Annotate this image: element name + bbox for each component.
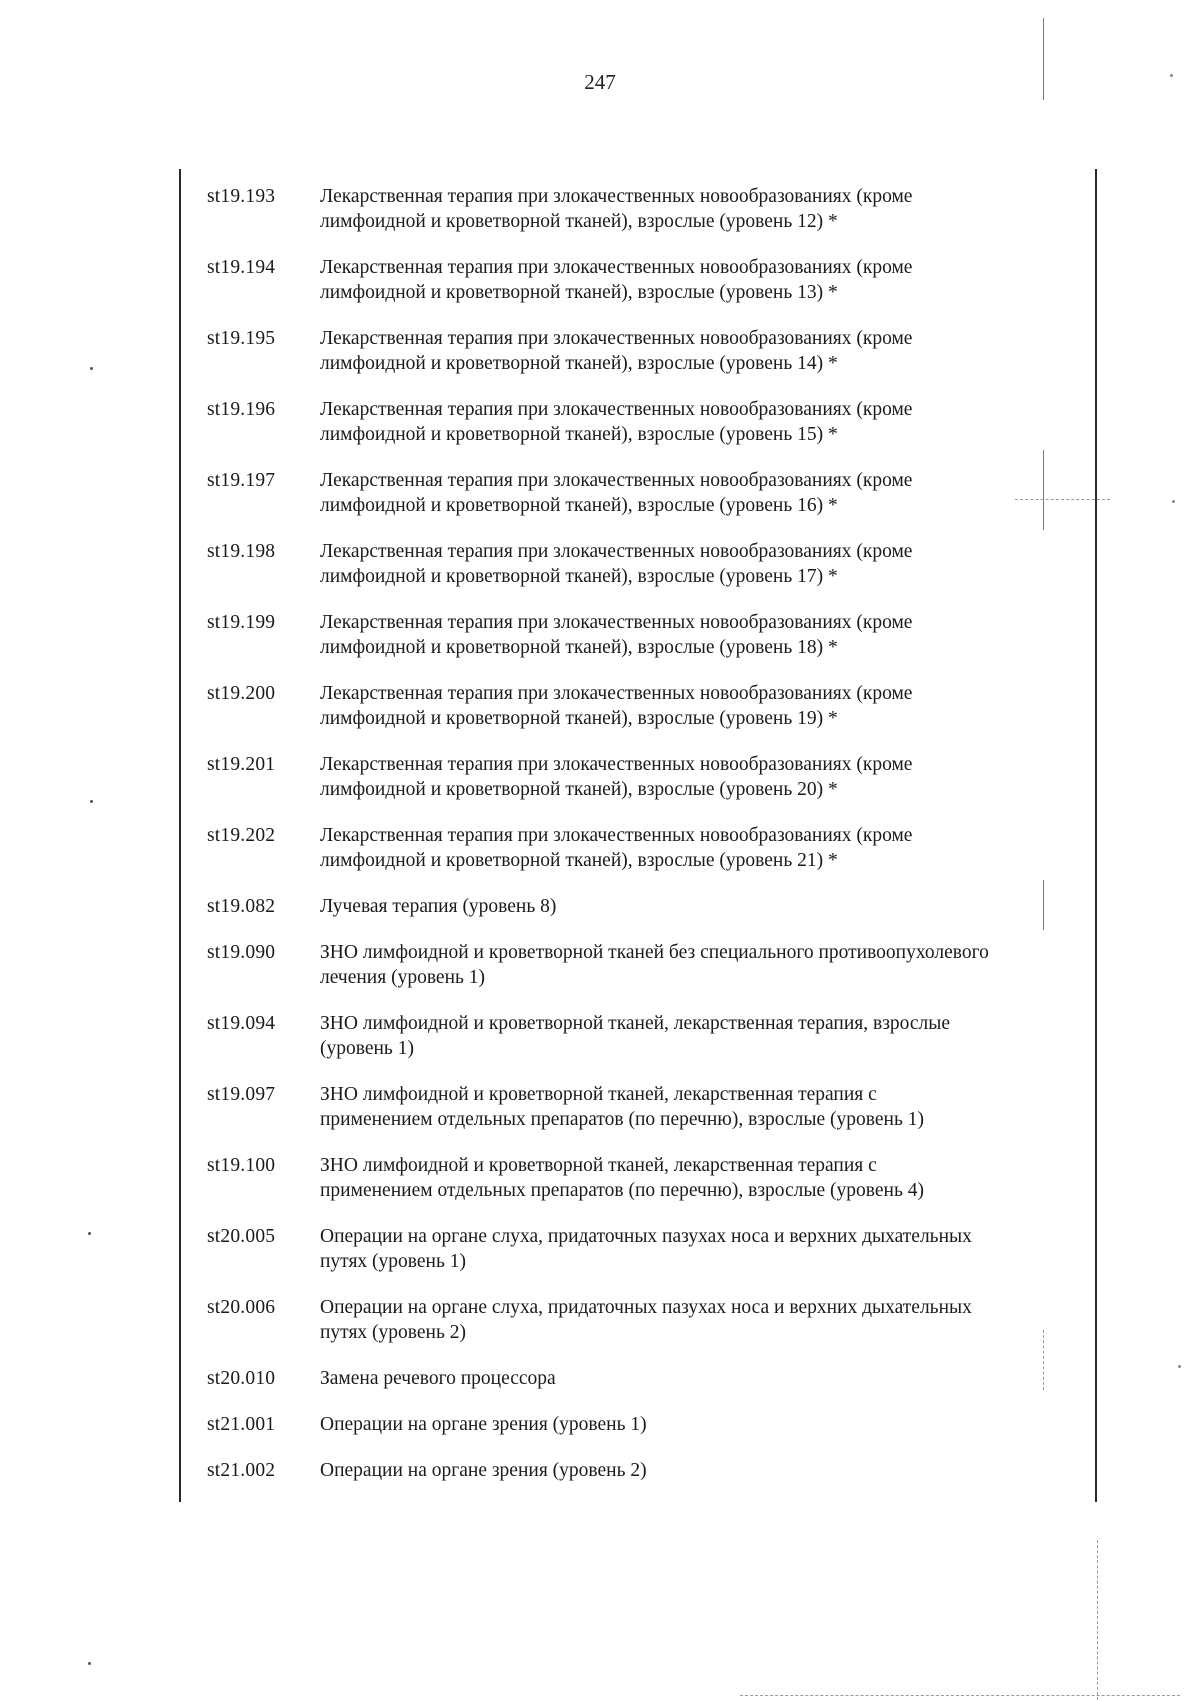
table-row bbox=[207, 1458, 1095, 1483]
row-description bbox=[320, 468, 1095, 518]
row-code: st20.006 bbox=[207, 1297, 276, 1318]
row-description-line: ЗНО лимфоидной и кроветворной тканей без специального противоопухолевого bbox=[320, 942, 989, 963]
row-description bbox=[320, 1082, 1095, 1132]
row-code: st19.090 bbox=[207, 942, 276, 963]
row-description-line: лимфоидной и кроветворной тканей), взрослые (уровень 19) * bbox=[320, 708, 838, 729]
row-description bbox=[320, 1224, 1095, 1274]
table-row bbox=[207, 539, 1095, 589]
table-row bbox=[207, 894, 1095, 919]
table-row bbox=[207, 823, 1095, 873]
row-description-line: Лекарственная терапия при злокачественных новообразованиях (кроме bbox=[320, 399, 913, 420]
row-description-line: Лекарственная терапия при злокачественных новообразованиях (кроме bbox=[320, 825, 913, 846]
row-description-line: Операции на органе зрения (уровень 2) bbox=[320, 1460, 647, 1481]
row-description-line: лимфоидной и кроветворной тканей), взрослые (уровень 12) * bbox=[320, 211, 838, 232]
scan-margin-line bbox=[1043, 1330, 1045, 1390]
row-description bbox=[320, 1153, 1095, 1203]
row-description bbox=[320, 894, 1095, 919]
row-description bbox=[320, 397, 1095, 447]
table-row bbox=[207, 397, 1095, 447]
row-code: st19.196 bbox=[207, 399, 276, 420]
row-description-line: ЗНО лимфоидной и кроветворной тканей, лекарственная терапия с bbox=[320, 1084, 877, 1105]
row-code: st19.201 bbox=[207, 754, 276, 775]
table-row bbox=[207, 468, 1095, 518]
row-description-line: лимфоидной и кроветворной тканей), взрослые (уровень 21) * bbox=[320, 850, 838, 871]
row-description-line: (уровень 1) bbox=[320, 1038, 414, 1059]
table-right-border bbox=[1095, 169, 1097, 1502]
row-code: st19.199 bbox=[207, 612, 276, 633]
row-code: st21.002 bbox=[207, 1460, 276, 1481]
row-description bbox=[320, 681, 1095, 731]
row-code: st19.082 bbox=[207, 896, 276, 917]
row-description-line: Замена речевого процессора bbox=[320, 1368, 556, 1389]
row-description-line: лимфоидной и кроветворной тканей), взрослые (уровень 20) * bbox=[320, 779, 838, 800]
row-description-line: Лекарственная терапия при злокачественных новообразованиях (кроме bbox=[320, 186, 913, 207]
row-code: st19.094 bbox=[207, 1013, 276, 1034]
table-row bbox=[207, 610, 1095, 660]
row-code: st19.198 bbox=[207, 541, 276, 562]
row-description-line: путях (уровень 2) bbox=[320, 1322, 466, 1343]
row-code: st19.097 bbox=[207, 1084, 276, 1105]
table-row bbox=[207, 255, 1095, 305]
row-description-line: лимфоидной и кроветворной тканей), взрослые (уровень 14) * bbox=[320, 353, 838, 374]
row-description bbox=[320, 1011, 1095, 1061]
row-description-line: Операции на органе зрения (уровень 1) bbox=[320, 1414, 647, 1435]
row-description bbox=[320, 1295, 1095, 1345]
row-description-line: применением отдельных препаратов (по перечню), взрослые (уровень 1) bbox=[320, 1109, 924, 1130]
row-description bbox=[320, 823, 1095, 873]
row-code: st19.195 bbox=[207, 328, 276, 349]
row-description-line: лечения (уровень 1) bbox=[320, 967, 486, 988]
row-description bbox=[320, 255, 1095, 305]
row-code: st20.010 bbox=[207, 1368, 276, 1389]
row-description-line: Лекарственная терапия при злокачественных новообразованиях (кроме bbox=[320, 328, 913, 349]
row-description-line: Лекарственная терапия при злокачественных новообразованиях (кроме bbox=[320, 612, 913, 633]
scan-speck bbox=[90, 800, 93, 803]
scan-speck bbox=[1170, 74, 1173, 77]
row-description bbox=[320, 940, 1095, 990]
row-description-line: Лекарственная терапия при злокачественных новообразованиях (кроме bbox=[320, 470, 913, 491]
row-code: st20.005 bbox=[207, 1226, 276, 1247]
row-description bbox=[320, 1366, 1095, 1391]
row-description bbox=[320, 752, 1095, 802]
table-row bbox=[207, 184, 1095, 234]
row-description-line: лимфоидной и кроветворной тканей), взрослые (уровень 13) * bbox=[320, 282, 838, 303]
row-description bbox=[320, 1412, 1095, 1437]
scan-margin-line bbox=[1043, 18, 1044, 100]
table-row bbox=[207, 681, 1095, 731]
row-code: st19.194 bbox=[207, 257, 276, 278]
row-code: st19.193 bbox=[207, 186, 276, 207]
row-description bbox=[320, 610, 1095, 660]
row-description-line: ЗНО лимфоидной и кроветворной тканей, лекарственная терапия с bbox=[320, 1155, 877, 1176]
row-description-line: Операции на органе слуха, придаточных пазухах носа и верхних дыхательных bbox=[320, 1297, 972, 1318]
scan-speck bbox=[88, 1232, 91, 1235]
row-description-line: Лекарственная терапия при злокачественных новообразованиях (кроме bbox=[320, 541, 913, 562]
table-row bbox=[207, 1011, 1095, 1061]
table-row bbox=[207, 1295, 1095, 1345]
row-description-line: лимфоидной и кроветворной тканей), взрослые (уровень 16) * bbox=[320, 495, 838, 516]
table-row bbox=[207, 1224, 1095, 1274]
table-row bbox=[207, 1082, 1095, 1132]
row-code: st19.200 bbox=[207, 683, 276, 704]
table-row bbox=[207, 1153, 1095, 1203]
row-description-line: лимфоидной и кроветворной тканей), взрослые (уровень 18) * bbox=[320, 637, 838, 658]
row-description-line: ЗНО лимфоидной и кроветворной тканей, лекарственная терапия, взрослые bbox=[320, 1013, 951, 1034]
row-description bbox=[320, 184, 1095, 234]
row-description bbox=[320, 1458, 1095, 1483]
scan-speck bbox=[90, 367, 93, 370]
row-code: st19.197 bbox=[207, 470, 276, 491]
table-row bbox=[207, 1412, 1095, 1437]
scan-margin-line bbox=[1043, 450, 1044, 530]
row-description-line: Лекарственная терапия при злокачественных новообразованиях (кроме bbox=[320, 257, 913, 278]
row-code: st19.100 bbox=[207, 1155, 276, 1176]
row-code: st19.202 bbox=[207, 825, 276, 846]
table-left-border bbox=[179, 169, 181, 1502]
row-description-line: применением отдельных препаратов (по перечню), взрослые (уровень 4) bbox=[320, 1180, 924, 1201]
table-row bbox=[207, 752, 1095, 802]
row-description-line: Операции на органе слуха, придаточных пазухах носа и верхних дыхательных bbox=[320, 1226, 972, 1247]
row-description-line: лимфоидной и кроветворной тканей), взрослые (уровень 17) * bbox=[320, 566, 838, 587]
scan-speck bbox=[1172, 500, 1175, 503]
scan-bottom-line bbox=[740, 1695, 1180, 1697]
row-description bbox=[320, 539, 1095, 589]
code-table bbox=[207, 184, 1095, 1504]
row-description-line: лимфоидной и кроветворной тканей), взрослые (уровень 15) * bbox=[320, 424, 838, 445]
scan-speck bbox=[1178, 1365, 1181, 1368]
scan-margin-line bbox=[1043, 880, 1044, 930]
scan-margin-line bbox=[1097, 1540, 1099, 1700]
table-row bbox=[207, 940, 1095, 990]
row-description-line: путях (уровень 1) bbox=[320, 1251, 466, 1272]
row-code: st21.001 bbox=[207, 1414, 276, 1435]
scan-speck bbox=[88, 1662, 91, 1665]
scan-crosshair-line bbox=[1015, 499, 1110, 501]
table-row bbox=[207, 1366, 1095, 1391]
row-description-line: Лучевая терапия (уровень 8) bbox=[320, 896, 557, 917]
table-row bbox=[207, 326, 1095, 376]
page-number: 247 bbox=[584, 70, 616, 94]
row-description bbox=[320, 326, 1095, 376]
row-description-line: Лекарственная терапия при злокачественных новообразованиях (кроме bbox=[320, 754, 913, 775]
row-description-line: Лекарственная терапия при злокачественных новообразованиях (кроме bbox=[320, 683, 913, 704]
